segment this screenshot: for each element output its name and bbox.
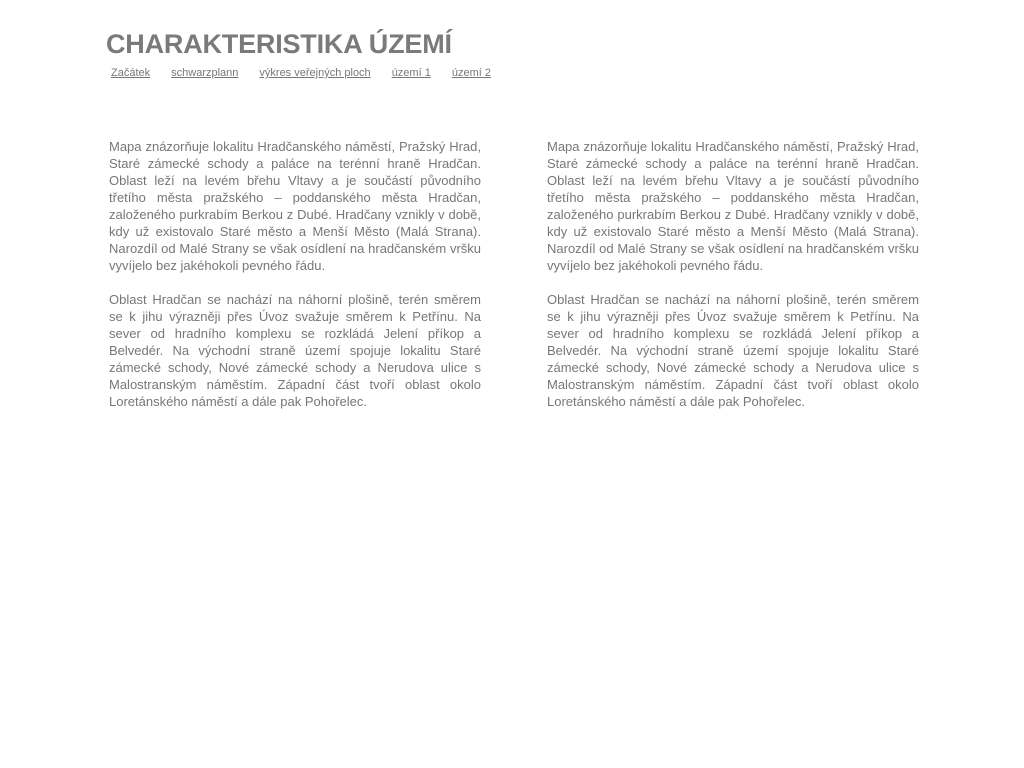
paragraph: Oblast Hradčan se nachází na náhorní plošině, terén směrem se k jihu výrazněji přes Úvoz svažuje směrem k Petřínu. Na sever od hradního komplexu se rozkládá Jelení příkop a Belvedér. Na východní straně území spojuje lokalitu Staré zámecké schody, Nové zámecké schody a Nerudova ulice s Malostranským náměstím. Západní část tvoří oblast okolo Loretánského náměstí a dále pak Pohořelec. xyxy=(547,292,919,409)
nav-link-uzemi-2[interactable]: území 2 xyxy=(451,67,491,79)
nav-link-schwarzplann[interactable]: schwarzplann xyxy=(171,67,239,79)
text-column-right xyxy=(547,138,919,427)
paragraph: Mapa znázorňuje lokalitu Hradčanského náměstí, Pražský Hrad, Staré zámecké schody a paláce na terénní hraně Hradčan. Oblast leží na levém břehu Vltavy a je součástí původního třetího města pražského – poddanského města Hradčan, založeného purkrabím Berkou z Dubé. Hradčany vznikly v době, kdy už existovalo Staré město a Menší Město (Malá Strana). Narozdíl od Malé Strany se však osídlení na hradčanském vršku vyvíjelo bez jakéhokoli pevného řádu. xyxy=(547,139,919,273)
page-title: CHARAKTERISTIKA ÚZEMÍ xyxy=(106,29,452,59)
nav-link-uzemi-1[interactable]: území 1 xyxy=(391,67,431,79)
paragraph: Mapa znázorňuje lokalitu Hradčanského náměstí, Pražský Hrad, Staré zámecké schody a paláce na terénní hraně Hradčan. Oblast leží na levém břehu Vltavy a je součástí původního třetího města pražského – poddanského města Hradčan, založeného purkrabím Berkou z Dubé. Hradčany vznikly v době, kdy už existovalo Staré město a Menší Město (Malá Strana). Narozdíl od Malé Strany se však osídlení na hradčanském vršku vyvíjelo bez jakéhokoli pevného řádu. xyxy=(109,139,481,273)
nav-link-vykres-verejnych-ploch[interactable]: výkres veřejných ploch xyxy=(259,67,371,79)
top-navigation xyxy=(111,67,491,79)
text-column-left xyxy=(109,138,481,427)
paragraph: Oblast Hradčan se nachází na náhorní plošině, terén směrem se k jihu výrazněji přes Úvoz svažuje směrem k Petřínu. Na sever od hradního komplexu se rozkládá Jelení příkop a Belvedér. Na východní straně území spojuje lokalitu Staré zámecké schody, Nové zámecké schody a Nerudova ulice s Malostranským náměstím. Západní část tvoří oblast okolo Loretánského náměstí a dále pak Pohořelec. xyxy=(109,292,481,409)
nav-link-zacatek[interactable]: Začátek xyxy=(111,67,151,79)
